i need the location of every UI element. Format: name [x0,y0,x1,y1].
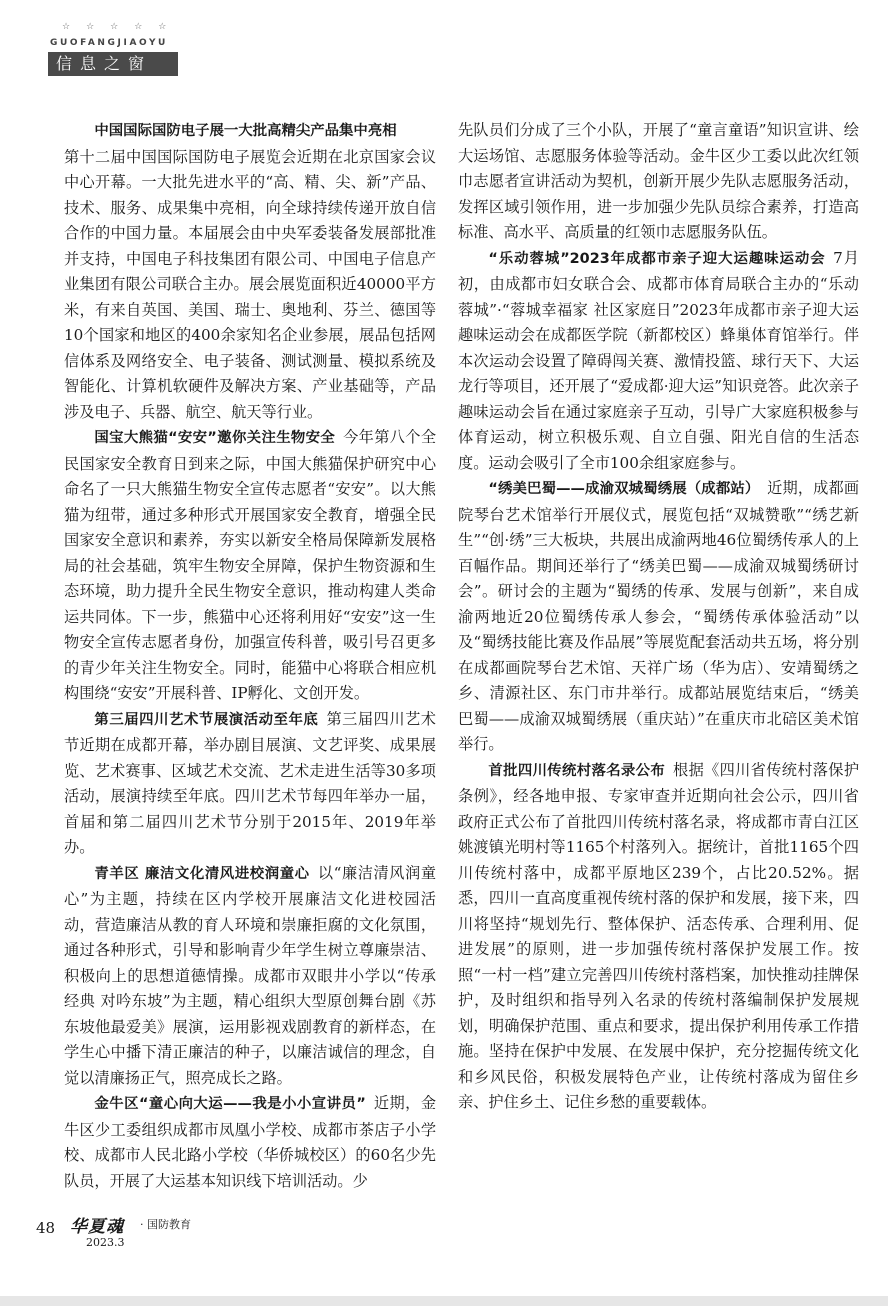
header-stars: ☆☆☆☆☆ [62,22,183,32]
article-body: 先队员们分成了三个小队，开展了“童言童语”知识宣讲、绘大运场馆、志愿服务体验等活动。金牛区少工委以此次红领巾志愿者宣讲活动为契机，创新开展少先队志愿服务活动，发挥区域引领作用，进一步加强少先队员综合素养，打造高标准、高水平、高质量的红领巾志愿服务队伍。 [458,121,859,241]
article-paragraph [64,707,436,861]
article-body: 近期，金牛区少工委组织成都市凤凰小学校、成都市茶店子小学校、成都市人民北路小学校（华侨城校区）的60名少先队员，开展了大运基本知识线下培训活动。少 [64,1094,437,1190]
article-paragraph [64,861,436,1092]
magazine-logo: 华夏魂 [70,1217,124,1237]
article-body: 根据《四川省传统村落保护条例》，经各地申报、专家审查并近期向社会公示，四川省政府正式公布了首批四川传统村落名录，将成都市青白江区姚渡镇光明村等1165个村落列入。据统计，首批1165个四川传统村落中，成都平原地区239个，占比20.52%。据悉，四川一直高度重视传统村落的保护和发展，接下来，四川将坚持“规划先行、整体保护、活态传承、合理利用、促进发展”的原则，进一步加强传统村落保护发展工作。按照“一村一档”建立完善四川传统村落档案，加快推动挂牌保护，及时组织和指导列入名录的传统村落编制保护发展规划，明确保护范围、重点和要求，提出保护利用传承工作措施。坚持在保护中发展、在发展中保护，充分挖掘传统文化和乡风民俗，积极发展特色产业，让传统村落成为留住乡亲、护住乡土、记住乡愁的重要载体。 [458,760,859,1111]
right-column [458,118,859,1116]
article-title: 青羊区 廉洁文化清风进校润童心 [94,865,310,882]
article-paragraph [458,118,859,246]
article-title: 国宝大熊猫“安安”邀你关注生物安全 [94,430,336,446]
article-paragraph [64,118,436,425]
magazine-subtitle: · 国防教育 [140,1218,191,1231]
article-body: 今年第八个全民国家安全教育日到来之际，中国大熊猫保护研究中心命名了一只大熊猫生物安全宣传志愿者“安安”。以大熊猫为纽带，通过多种形式开展国家安全教育，增强全民国家安全意识和素养，夯实以新安全格局保障新发展格局的社会基础，筑牢生物安全屏障，保护生物资源和生态环境，助力提升全民生物安全意识，推动构建人类命运共同体。下一步，熊猫中心还将利用好“安安”这一生物安全宣传志愿者身份，加强宣传科普，吸引号召更多的青少年关注生物安全。同时，能猫中心将联合相应机构围绕“安安”开展科普、IP孵化、文创开发。 [64,428,437,702]
article-title: 中国国际国防电子展一大批高精尖产品集中亮相 [94,123,397,139]
bottom-rule [0,1296,888,1306]
article-body: 近期，成都画院琴台艺术馆举行开展仪式，展览包括“双城赞歌”“绣艺新生”“创·绣”三大板块，共展出成渝两地46位蜀绣传承人的上百幅作品。期间还举行了“绣美巴蜀——成渝双城蜀绣研讨会”。研讨会的主题为“蜀绣的传承、发展与创新”，来自成渝两地近20位蜀绣传承人参会，“蜀绣传承体验活动”以及“蜀绣技能比赛及作品展”等展览配套活动共五场，将分别在成都画院琴台艺术馆、天祥广场（华为店）、安靖蜀绣之乡、清源社区、东门市井举行。成都站展览结束后，“绣美巴蜀——成渝双城蜀绣展（重庆站）”在重庆市北碚区美术馆举行。 [458,479,860,753]
article-title: “绣美巴蜀——成渝双城蜀绣展（成都站） [488,481,760,497]
article-paragraph [64,425,436,707]
article-body: 7月初，由成都市妇女联合会、成都市体育局联合主办的“乐动蓉城”·“蓉城幸福家 社区家庭日”2023年成都市亲子迎大运趣味运动会在成都医学院（新都校区）蜂巢体育馆举行。伴本次运动会设置了障碍闯关赛、激情投篮、球行天下、大运龙行等项目，还开展了“爱成都·迎大运”知识竞答。此次亲子趣味运动会旨在通过家庭亲子互动，引导广大家庭积极参与体育运动，树立积极乐观、自立自强、阳光自信的生活态度。运动会吸引了全市100余组家庭参与。 [458,248,859,472]
article-paragraph [458,758,859,1116]
page-number: 48 [36,1219,56,1237]
article-paragraph [64,1091,436,1194]
section-title: 信息之窗 [48,52,178,76]
brand-pinyin: GUOFANGJIAOYU [50,38,168,48]
article-paragraph [458,476,859,758]
article-title: 首批四川传统村落名录公布 [488,762,666,779]
article-title: “乐动蓉城”2023年成都市亲子迎大运趣味运动会 [488,250,826,267]
article-body: 以“廉洁清风润童心”为主题，持续在区内学校开展廉洁文化进校园活动，营造廉洁从教的育人环境和崇廉拒腐的文化氛围，通过各种形式，引导和影响青少年学生树立尊廉崇洁、积极向上的思想道德情操。成都市双眼井小学以“传承经典 对吟东坡”为主题，精心组织大型原创舞台剧《苏东坡他最爱美》展演，运用影视戏剧教育的新样态，在学生心中播下清正廉洁的种子，以廉洁诚信的理念，自觉以清廉扬正气，照亮成长之路。 [64,863,437,1087]
article-body: 第三届四川艺术节近期在成都开幕，举办剧目展演、文艺评奖、成果展览、艺术赛事、区域艺术交流、艺术走进生活等30多项活动，展演持续至年底。四川艺术节每四年举办一届，首届和第二届四川艺术节分别于2015年、2019年举办。 [64,709,436,856]
article-paragraph [458,246,859,477]
article-title: 第三届四川艺术节展演活动至年底 [94,711,319,728]
left-column [64,118,436,1194]
article-title: 金牛区“童心向大运——我是小小宣讲员” [94,1096,366,1112]
article-body: 第十二届中国国际国防电子展览会近期在北京国家会议中心开幕。一大批先进水平的“高、精、尖、新”产品、技术、服务、成果集中亮相，向全球持续传递开放自信合作的中国力量。本届展会由中央军委装备发展部批准并支持，中国电子科技集团有限公司、中国电子信息产业集团有限公司联合主办。展会展览面积近40000平方米，有来自英国、美国、瑞士、奥地利、芬兰、德国等10个国家和地区的400余家知名企业参展，展品包括网信体系及网络安全、电子装备、测试测量、模拟系统及智能化、计算机软硬件及解决方案、产业基础等，产品涉及电子、兵器、航空、航天等行业。 [64,147,436,421]
issue-date: 2023.3 [86,1236,125,1249]
